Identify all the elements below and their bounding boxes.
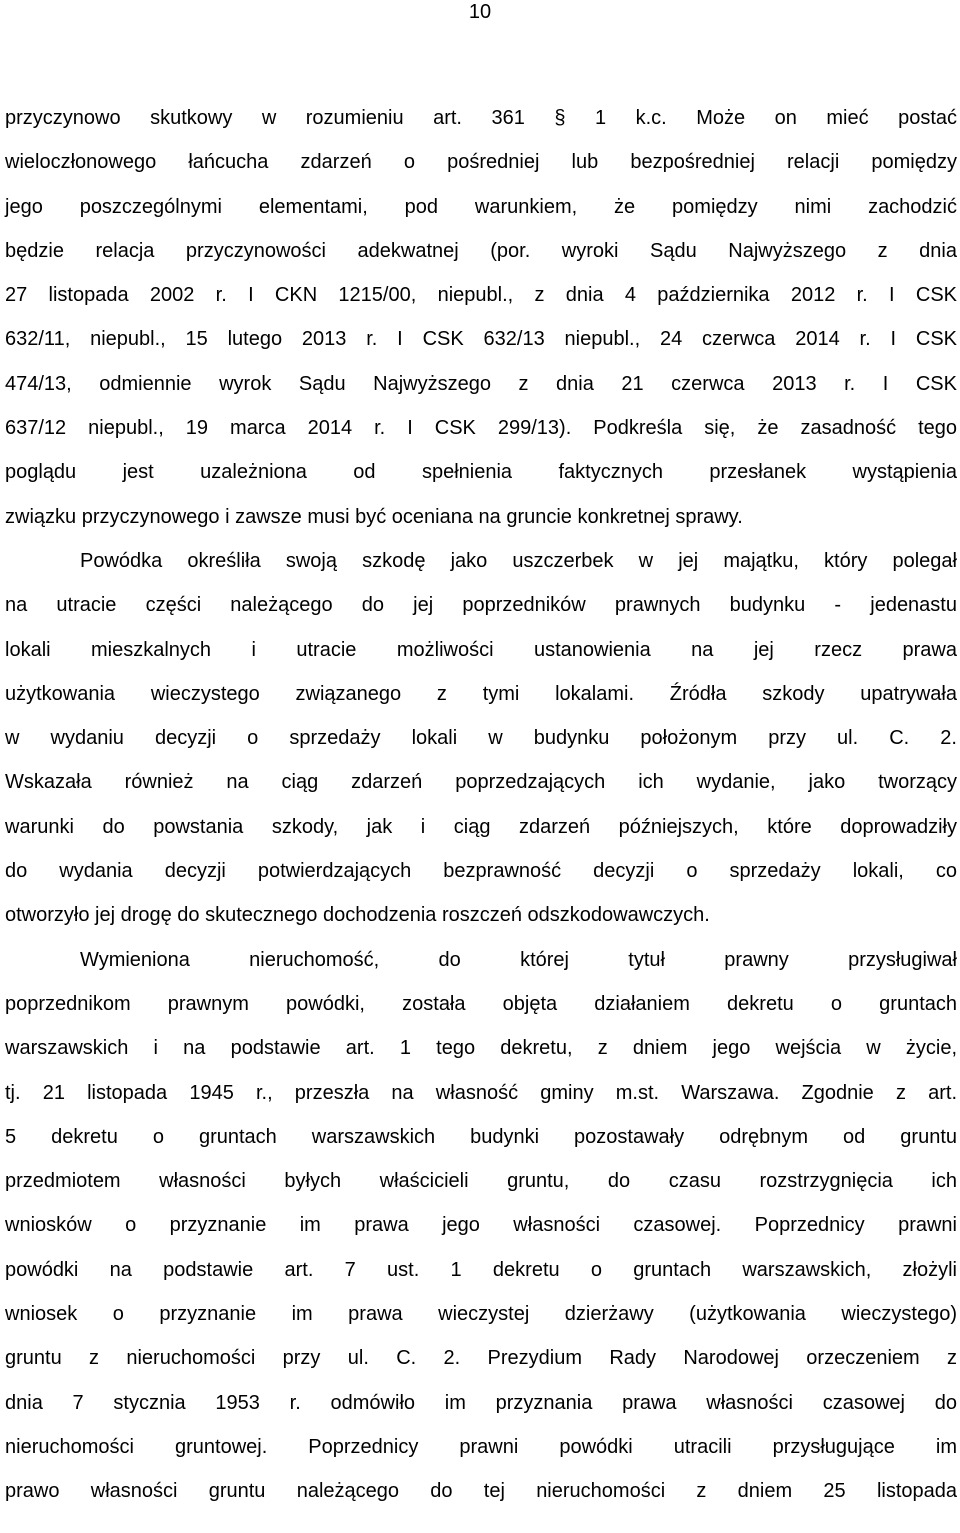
text-line: lokali mieszkalnych i utracie możliwości ustanowienia na jej rzecz prawa: [5, 638, 957, 661]
text-line: przedmiotem własności byłych właścicieli gruntu, do czasu rozstrzygnięcia ich: [5, 1170, 957, 1193]
text-line: jego poszczególnymi elementami, pod warunkiem, że pomiędzy nimi zachodzić: [5, 195, 957, 218]
text-line: wniosek o przyznanie im prawa wieczystej dzierżawy (użytkowania wieczystego): [5, 1303, 957, 1326]
text-line: na utracie części należącego do jej poprzedników prawnych budynku - jedenastu: [5, 594, 957, 617]
text-line: 474/13, odmiennie wyrok Sądu Najwyższego z dnia 21 czerwca 2013 r. I CSK: [5, 372, 957, 395]
text-line: użytkowania wieczystego związanego z tymi lokalami. Źródła szkody upatrywała: [5, 682, 957, 705]
text-line: tj. 21 listopada 1945 r., przeszła na własność gminy m.st. Warszawa. Zgodnie z art.: [5, 1081, 957, 1104]
text-line: gruntu z nieruchomości przy ul. C. 2. Prezydium Rady Narodowej orzeczeniem z: [5, 1347, 957, 1370]
text-line: przyczynowo skutkowy w rozumieniu art. 361 § 1 k.c. Może on mieć postać: [5, 107, 957, 129]
paragraph-2: [5, 539, 957, 938]
text-line: dnia 7 stycznia 1953 r. odmówiło im przyznania prawa własności czasowej do: [5, 1391, 957, 1414]
page-number: 10: [468, 1, 492, 23]
text-line: Powódka określiła swoją szkodę jako uszczerbek w jej majątku, który polegał: [80, 549, 957, 572]
text-line: związku przyczynowego i zawsze musi być oceniana na gruncie konkretnej sprawy.: [5, 505, 743, 528]
text-line: poglądu jest uzależniona od spełnienia faktycznych przesłanek wystąpienia: [5, 461, 957, 484]
text-line: wieloczłonowego łańcucha zdarzeń o pośredniej lub bezpośredniej relacji pomiędzy: [5, 151, 957, 174]
text-line: powódki na podstawie art. 7 ust. 1 dekretu o gruntach warszawskich, złożyli: [5, 1258, 957, 1281]
text-line: warunki do powstania szkody, jak i ciąg zdarzeń późniejszych, które doprowadziły: [5, 815, 957, 838]
text-line: w wydaniu decyzji o sprzedaży lokali w budynku położonym przy ul. C. 2.: [5, 727, 957, 750]
text-line: otworzyło jej drogę do skutecznego dochodzenia roszczeń odszkodowawczych.: [5, 904, 710, 927]
text-line: poprzednikom prawnym powódki, została objęta działaniem dekretu o gruntach: [5, 992, 957, 1015]
text-line: 632/11, niepubl., 15 lutego 2013 r. I CSK 632/13 niepubl., 24 czerwca 2014 r. I CSK: [5, 328, 957, 351]
text-line: warszawskich i na podstawie art. 1 tego dekretu, z dniem jego wejścia w życie,: [5, 1037, 957, 1060]
text-line: Wymieniona nieruchomość, do której tytuł prawny przysługiwał: [80, 948, 957, 971]
text-line: 5 dekretu o gruntach warszawskich budynki pozostawały odrębnym od gruntu: [5, 1125, 957, 1148]
text-line: prawo własności gruntu należącego do tej nieruchomości z dniem 25 listopada: [5, 1480, 957, 1503]
text-line: do wydania decyzji potwierdzających bezprawność decyzji o sprzedaży lokali, co: [5, 860, 957, 883]
text-line: 637/12 niepubl., 19 marca 2014 r. I CSK 299/13). Podkreśla się, że zasadność tego: [5, 417, 957, 440]
text-line: nieruchomości gruntowej. Poprzednicy prawni powódki utracili przysługujące im: [5, 1435, 957, 1458]
text-line: Wskazała również na ciąg zdarzeń poprzedzających ich wydanie, jako tworzący: [5, 771, 957, 794]
text-line: 27 listopada 2002 r. I CKN 1215/00, niepubl., z dnia 4 października 2012 r. I CSK: [5, 284, 957, 307]
paragraph-1: [5, 96, 957, 539]
text-line: wniosków o przyznanie im prawa jego własności czasowej. Poprzednicy prawni: [5, 1214, 957, 1237]
document-body: [5, 96, 957, 1514]
text-line: będzie relacja przyczynowości adekwatnej (por. wyroki Sądu Najwyższego z dnia: [5, 239, 957, 262]
paragraph-3: [5, 938, 957, 1514]
